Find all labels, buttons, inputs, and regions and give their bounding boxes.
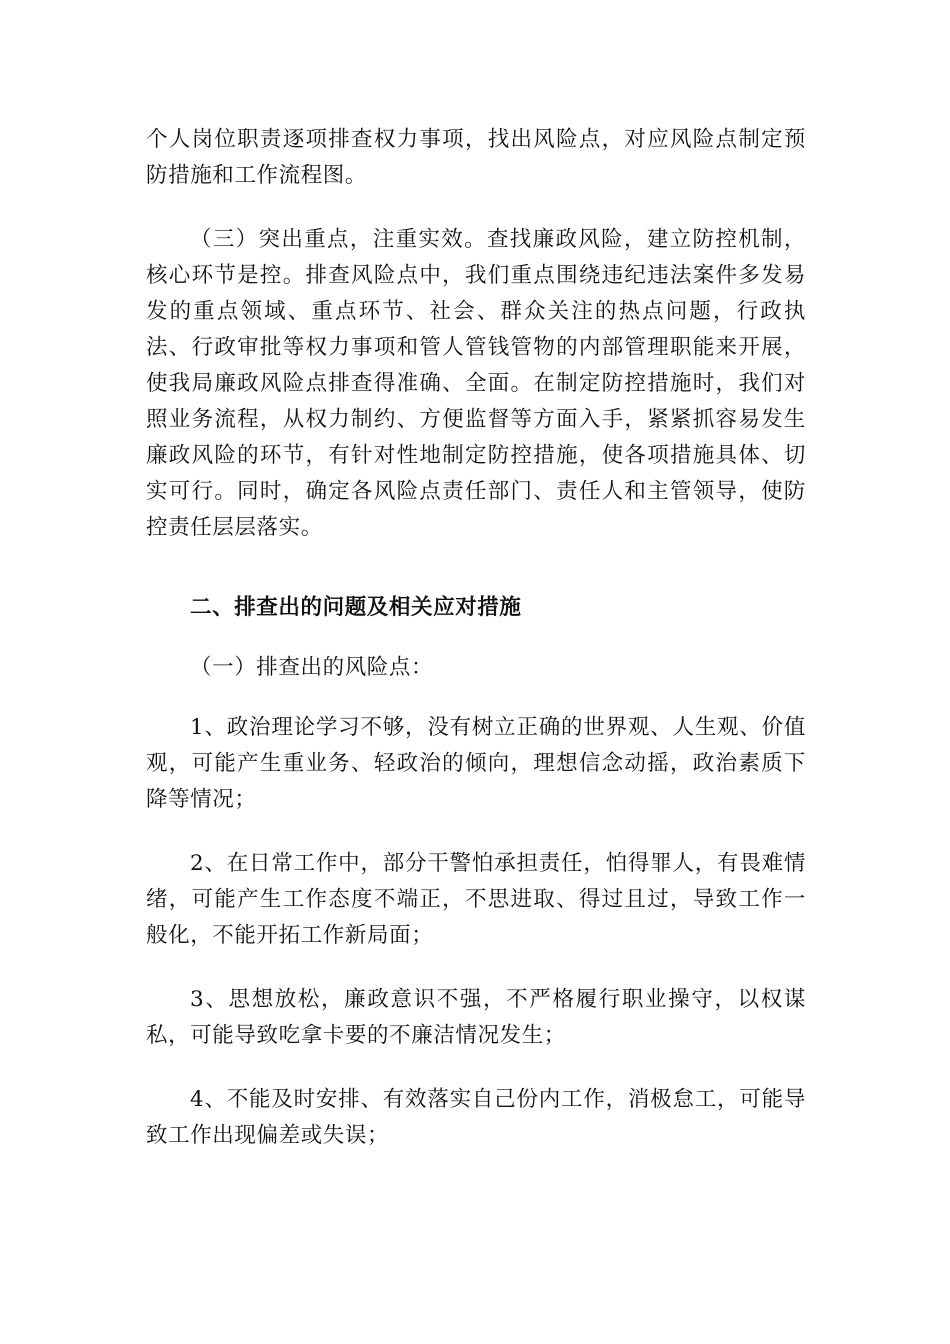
list-item-3: 3、思想放松，廉政意识不强，不严格履行职业操守，以权谋私，可能导致吃拿卡要的不廉洁情况发生；: [146, 987, 806, 1048]
section-heading: 二、排查出的问题及相关应对措施: [190, 595, 522, 620]
list-item-4: 4、不能及时安排、有效落实自己份内工作，消极怠工，可能导致工作出现偏差或失误；: [146, 1087, 806, 1148]
subsection-heading: （一）排查出的风险点：: [190, 655, 434, 680]
paragraph-section-three: （三）突出重点，注重实效。查找廉政风险，建立防控机制，核心环节是控。排查风险点中，我们重点围绕违纪违法案件多发易发的重点领域、重点环节、社会、群众关注的热点问题，行政执法、行政审批等权力事项和管人管钱管物的内部管理职能来开展，使我局廉政风险点排查得准确、全面。在制定防控措施时，我们对照业务流程，从权力制约、方便监督等方面入手，紧紧抓容易发生廉政风险的环节，有针对性地制定防控措施，使各项措施具体、切实可行。同时，确定各风险点责任部门、责任人和主管领导，使防控责任层层落实。: [146, 227, 806, 540]
list-item-1: 1、政治理论学习不够，没有树立正确的世界观、人生观、价值观，可能产生重业务、轻政治的倾向，理想信念动摇，政治素质下降等情况；: [146, 715, 806, 812]
paragraph-continuation: 个人岗位职责逐项排查权力事项，找出风险点，对应风险点制定预防措施和工作流程图。: [146, 127, 806, 188]
list-item-2: 2、在日常工作中，部分干警怕承担责任，怕得罪人，有畏难情绪，可能产生工作态度不端正，不思进取、得过且过，导致工作一般化，不能开拓工作新局面；: [146, 851, 806, 948]
